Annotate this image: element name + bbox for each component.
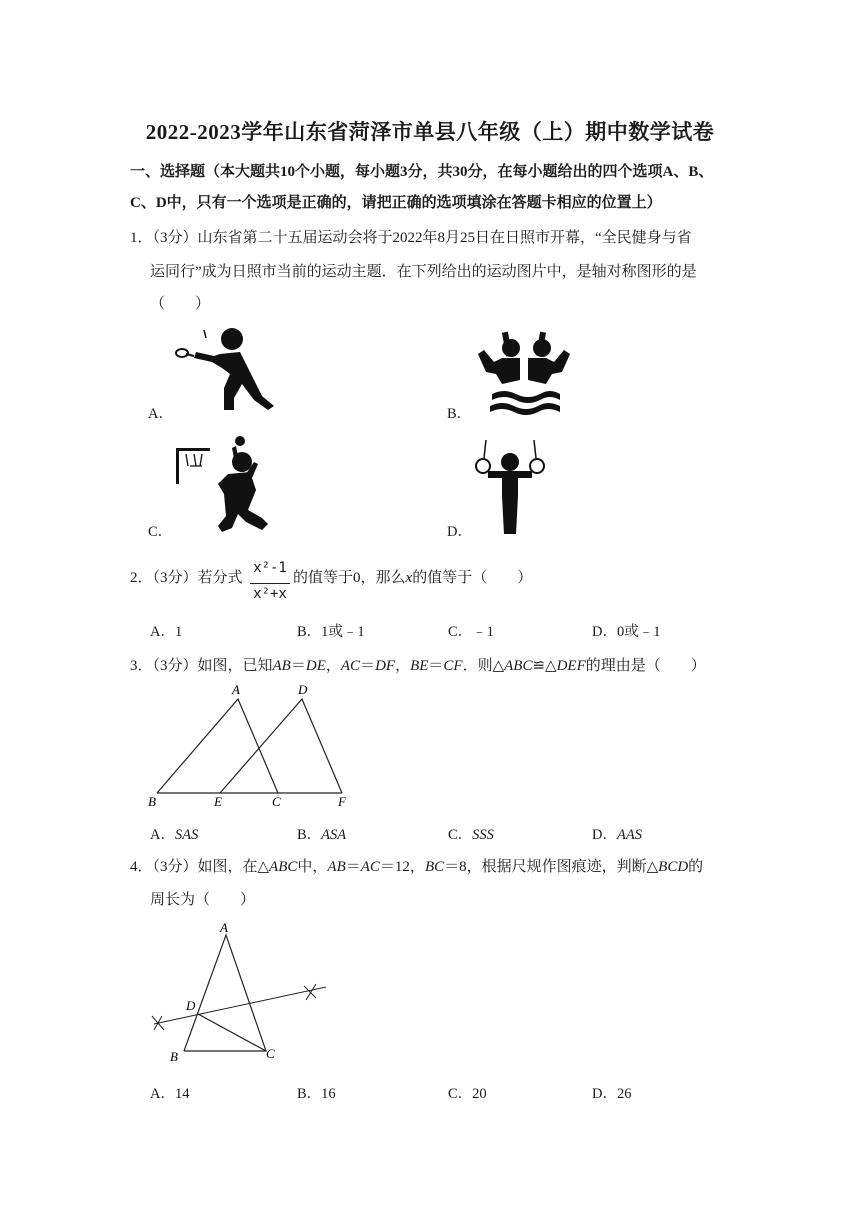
- q3-option-b: B．ASA: [297, 827, 347, 843]
- q4-label-b: B: [170, 1049, 178, 1064]
- q4-text-line1: 4．（3分）如图，在△ABC中，AB＝AC＝12，BC＝8，根据尺规作图痕迹，判断△BCD的: [130, 859, 704, 875]
- q1-text-line1: 1．（3分）山东省第二十五届运动会将于2022年8月25日在日照市开幕，“全民健身与省: [130, 230, 692, 246]
- q2-fraction-bar: [250, 583, 290, 584]
- q4-option-b: B．16: [297, 1086, 336, 1102]
- q2-option-d: D．0或﹣1: [592, 624, 661, 640]
- q3-triangles-figure: [140, 680, 360, 810]
- q3-option-d: D．AAS: [592, 827, 642, 843]
- q4-label-d: D: [186, 998, 196, 1013]
- basketball-player-icon: [174, 436, 270, 532]
- q1-text-line3: （ ）: [150, 296, 211, 312]
- rings-gymnast-icon: [474, 440, 546, 536]
- q2-option-a: A．1: [150, 624, 183, 640]
- q2-fraction-numerator: x²-1: [253, 560, 287, 576]
- q4-option-d: D．26: [592, 1086, 632, 1102]
- q4-label-c: C: [266, 1046, 275, 1061]
- q4-text-line2: 周长为（ ）: [150, 892, 256, 908]
- q2-fraction: [248, 560, 292, 606]
- q4-label-a: A: [220, 920, 228, 935]
- q2-fraction-denominator: x²+x: [253, 586, 287, 602]
- q1-option-a-label: A．: [148, 406, 173, 422]
- q4-option-a: A．14: [150, 1086, 190, 1102]
- q2-text-suffix: 的值等于0，那么x的值等于（ ）: [293, 570, 533, 586]
- section-instructions-line1: 一、选择题（本大题共10个小题，每小题3分，共30分，在每小题给出的四个选项A、B、: [130, 164, 714, 180]
- q3-option-a: A．SAS: [150, 827, 199, 843]
- q4-option-c: C．20: [448, 1086, 487, 1102]
- q3-label-c: C: [272, 794, 281, 809]
- q1-option-b-label: B．: [447, 406, 472, 422]
- q3-label-e: E: [214, 794, 222, 809]
- q4-triangle-figure: [144, 918, 344, 1068]
- q3-label-a: A: [232, 682, 240, 697]
- q2-option-b: B．1或﹣1: [297, 624, 365, 640]
- q2-text-prefix: 2．（3分）若分式: [130, 570, 243, 586]
- q3-option-c: C．SSS: [448, 827, 494, 843]
- q3-label-d: D: [298, 682, 308, 697]
- badminton-player-icon: [172, 326, 280, 410]
- q1-option-d-label: D．: [447, 524, 472, 540]
- q1-text-line2: 运同行”成为日照市当前的运动主题．在下列给出的运动图片中，是轴对称图形的是: [150, 264, 697, 280]
- q3-text: 3．（3分）如图，已知AB＝DE，AC＝DF，BE＝CF．则△ABC≌△DEF的理由是（ ）: [130, 658, 706, 674]
- section-instructions-line2: C、D中，只有一个选项是正确的，请把正确的选项填涂在答题卡相应的位置上）: [130, 195, 662, 211]
- q2-option-c: C．﹣1: [448, 624, 494, 640]
- q3-label-f: F: [338, 794, 346, 809]
- page-title: 2022-2023学年山东省菏泽市单县八年级（上）期中数学试卷: [145, 120, 715, 144]
- q1-option-c-label: C．: [148, 524, 173, 540]
- q3-label-b: B: [148, 794, 156, 809]
- swimmers-icon: [474, 328, 574, 418]
